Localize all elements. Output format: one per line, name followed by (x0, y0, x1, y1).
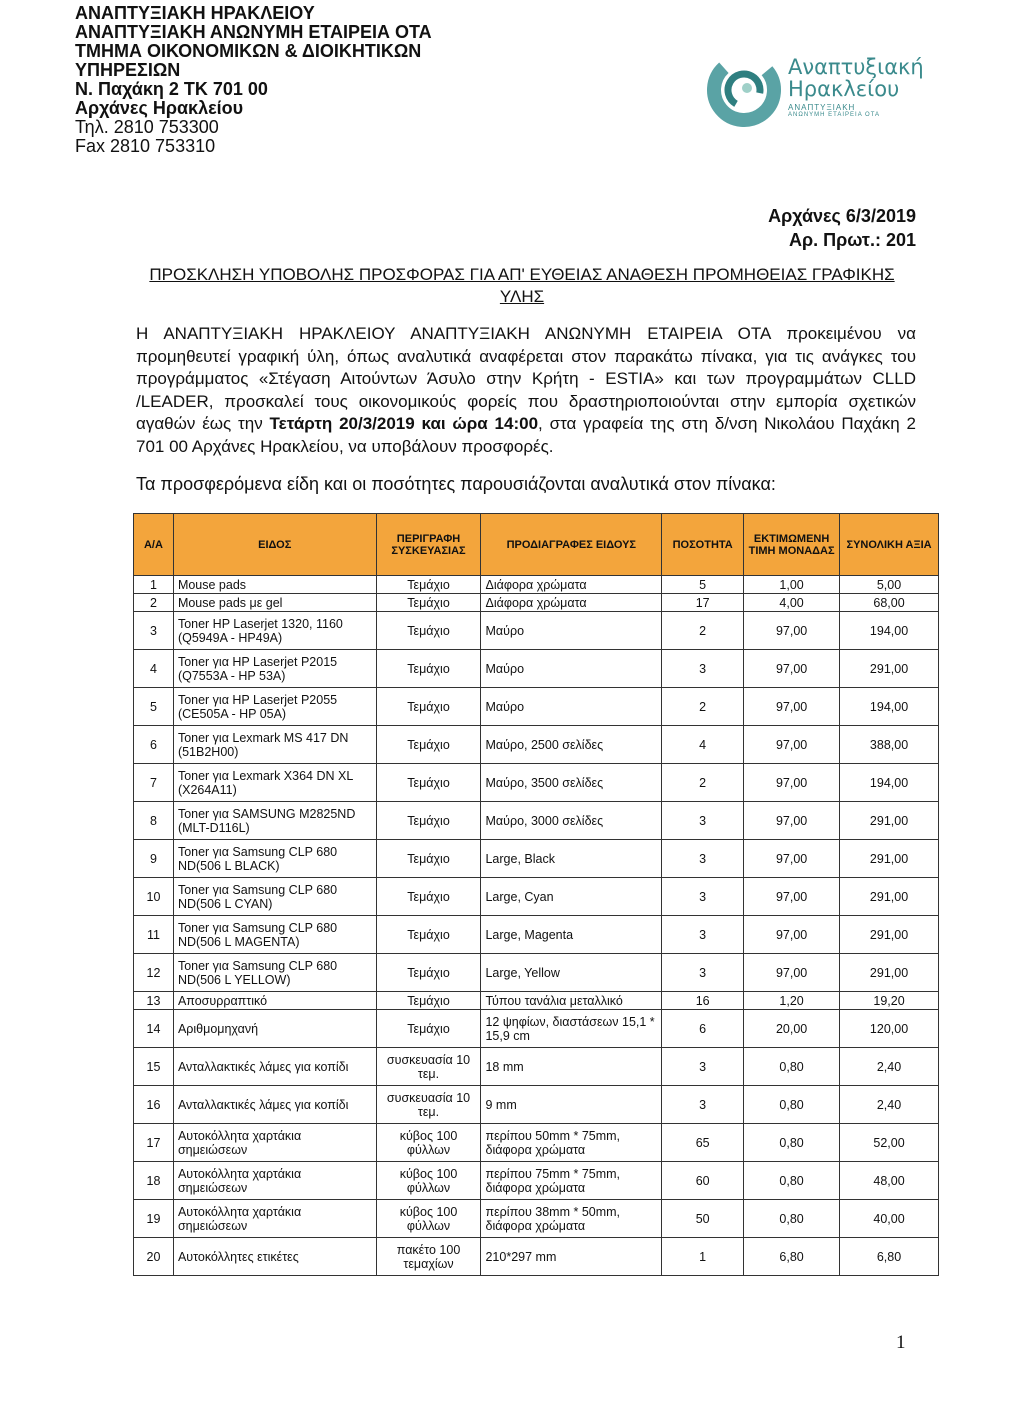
cell-specs: Large, Magenta (481, 916, 662, 954)
table-row (134, 916, 939, 954)
col-header: ΠΕΡΙΓΡΑΦΗ ΣΥΣΚΕΥΑΣΙΑΣ (376, 514, 481, 576)
cell-item: Toner για Lexmark MS 417 DN (51B2H00) (173, 726, 376, 764)
table-row (134, 954, 939, 992)
cell-item: Toner για SAMSUNG M2825ND (MLT-D116L) (173, 802, 376, 840)
cell-quantity: 3 (662, 802, 744, 840)
col-header: ΠΡΟΔΙΑΓΡΑΦΕΣ ΕΙΔΟΥΣ (481, 514, 662, 576)
cell-total: 291,00 (840, 916, 939, 954)
cell-quantity: 65 (662, 1124, 744, 1162)
cell-total: 388,00 (840, 726, 939, 764)
cell-index: 4 (134, 650, 174, 688)
cell-unit-price: 0,80 (744, 1048, 840, 1086)
cell-unit-price: 97,00 (744, 688, 840, 726)
cell-unit-price: 6,80 (744, 1238, 840, 1276)
table-row (134, 1010, 939, 1048)
date-block (768, 204, 916, 252)
cell-packaging: Τεμάχιο (376, 954, 481, 992)
cell-unit-price: 97,00 (744, 802, 840, 840)
cell-quantity: 17 (662, 594, 744, 612)
cell-packaging: κύβος 100 φύλλων (376, 1200, 481, 1238)
cell-item: Toner για HP Laserjet P2015 (Q7553A - HP 53A) (173, 650, 376, 688)
cell-unit-price: 97,00 (744, 650, 840, 688)
cell-quantity: 1 (662, 1238, 744, 1276)
header-line: ΥΠΗΡΕΣΙΩΝ (75, 60, 181, 80)
page-number: 1 (896, 1332, 906, 1353)
cell-specs: περίπου 38mm * 50mm, διάφορα χρώματα (481, 1200, 662, 1238)
cell-total: 6,80 (840, 1238, 939, 1276)
cell-index: 7 (134, 764, 174, 802)
cell-index: 12 (134, 954, 174, 992)
table-row (134, 840, 939, 878)
table-row (134, 1238, 939, 1276)
cell-item: Αυτοκόλλητες ετικέτες (173, 1238, 376, 1276)
cell-total: 48,00 (840, 1162, 939, 1200)
cell-specs: 210*297 mm (481, 1238, 662, 1276)
cell-packaging: Τεμάχιο (376, 992, 481, 1010)
sender-header (75, 4, 432, 156)
cell-unit-price: 97,00 (744, 612, 840, 650)
table-row (134, 764, 939, 802)
cell-packaging: Τεμάχιο (376, 916, 481, 954)
items-table (133, 513, 939, 1276)
cell-packaging: συσκευασία 10 τεμ. (376, 1048, 481, 1086)
table-row (134, 688, 939, 726)
table-row (134, 1048, 939, 1086)
cell-specs: Διάφορα χρώματα (481, 594, 662, 612)
cell-item: Αυτοκόλλητα χαρτάκια σημειώσεων (173, 1200, 376, 1238)
cell-item: Αυτοκόλλητα χαρτάκια σημειώσεων (173, 1162, 376, 1200)
header-line: ΑΝΑΠΤΥΞΙΑΚΗ ΑΝΩΝΥΜΗ ΕΤΑΙΡΕΙΑ ΟΤΑ (75, 22, 432, 42)
cell-item: Toner για Samsung CLP 680 ND(506 L CYAN) (173, 878, 376, 916)
cell-unit-price: 97,00 (744, 840, 840, 878)
cell-packaging: Τεμάχιο (376, 878, 481, 916)
cell-packaging: Τεμάχιο (376, 764, 481, 802)
cell-quantity: 2 (662, 612, 744, 650)
cell-specs: Μαύρο, 2500 σελίδες (481, 726, 662, 764)
header-line: Ν. Παχάκη 2 ΤΚ 701 00 (75, 79, 268, 99)
cell-packaging: Τεμάχιο (376, 576, 481, 594)
cell-unit-price: 0,80 (744, 1200, 840, 1238)
header-line: ΑΝΑΠΤΥΞΙΑΚΗ ΗΡΑΚΛΕΙΟΥ (75, 3, 315, 23)
table-row (134, 726, 939, 764)
cell-total: 291,00 (840, 840, 939, 878)
cell-specs: περίπου 75mm * 75mm, διάφορα χρώματα (481, 1162, 662, 1200)
cell-item: Toner για Lexmark X364 DN XL (X264A11) (173, 764, 376, 802)
cell-packaging: Τεμάχιο (376, 1010, 481, 1048)
cell-total: 19,20 (840, 992, 939, 1010)
cell-total: 52,00 (840, 1124, 939, 1162)
cell-item: Αριθμομηχανή (173, 1010, 376, 1048)
header-phone: Τηλ. 2810 753300 (75, 117, 219, 137)
body-text: , στα γραφεία της στη δ/νση Νικολάου Παχάκη 2 701 00 Αρχάνες Ηρακλείου, να υποβάλουν προσφορές. (136, 414, 916, 456)
cell-item: Toner για Samsung CLP 680 ND(506 L BLACK) (173, 840, 376, 878)
cell-specs: 18 mm (481, 1048, 662, 1086)
col-header: ΠΟΣΟΤΗΤΑ (662, 514, 744, 576)
cell-unit-price: 0,80 (744, 1086, 840, 1124)
document-title: ΠΡΟΣΚΛΗΣΗ ΥΠΟΒΟΛΗΣ ΠΡΟΣΦΟΡΑΣ ΓΙΑ ΑΠ' ΕΥΘΕΙΑΣ ΑΝΑΘΕΣΗ ΠΡΟΜΗΘΕΙΑΣ ΓΡΑΦΙΚΗΣ ΥΛΗΣ (149, 265, 895, 306)
cell-quantity: 2 (662, 688, 744, 726)
cell-unit-price: 1,20 (744, 992, 840, 1010)
cell-packaging: Τεμάχιο (376, 726, 481, 764)
cell-specs: Μαύρο, 3000 σελίδες (481, 802, 662, 840)
cell-index: 15 (134, 1048, 174, 1086)
document-date: Αρχάνες 6/3/2019 (768, 206, 916, 226)
cell-index: 13 (134, 992, 174, 1010)
header-line: Αρχάνες Ηρακλείου (75, 98, 244, 118)
cell-quantity: 16 (662, 992, 744, 1010)
cell-unit-price: 0,80 (744, 1124, 840, 1162)
cell-specs: Μαύρο (481, 612, 662, 650)
table-row (134, 1124, 939, 1162)
body-paragraph (136, 323, 916, 458)
cell-unit-price: 97,00 (744, 764, 840, 802)
col-header: Α/Α (134, 514, 174, 576)
cell-index: 8 (134, 802, 174, 840)
cell-total: 194,00 (840, 612, 939, 650)
col-header: ΣΥΝΟΛΙΚΗ ΑΞΙΑ (840, 514, 939, 576)
cell-quantity: 3 (662, 916, 744, 954)
cell-index: 1 (134, 576, 174, 594)
cell-unit-price: 20,00 (744, 1010, 840, 1048)
cell-item: Αποσυρραπτικό (173, 992, 376, 1010)
cell-quantity: 5 (662, 576, 744, 594)
col-header: ΕΙΔΟΣ (173, 514, 376, 576)
cell-total: 291,00 (840, 954, 939, 992)
cell-total: 194,00 (840, 764, 939, 802)
cell-specs: 12 ψηφίων, διαστάσεων 15,1 * 15,9 cm (481, 1010, 662, 1048)
cell-item: Ανταλλακτικές λάμες για κοπίδι (173, 1048, 376, 1086)
header-fax: Fax 2810 753310 (75, 136, 216, 156)
table-row (134, 650, 939, 688)
cell-packaging: Τεμάχιο (376, 688, 481, 726)
cell-quantity: 3 (662, 954, 744, 992)
cell-index: 5 (134, 688, 174, 726)
cell-quantity: 60 (662, 1162, 744, 1200)
cell-quantity: 2 (662, 764, 744, 802)
logo-line: Αναπτυξιακή (788, 55, 924, 79)
cell-specs: Διάφορα χρώματα (481, 576, 662, 594)
cell-specs: Μαύρο, 3500 σελίδες (481, 764, 662, 802)
cell-specs: Τύπου τανάλια μεταλλικό (481, 992, 662, 1010)
logo-text (788, 56, 924, 118)
cell-total: 291,00 (840, 878, 939, 916)
cell-specs: Large, Black (481, 840, 662, 878)
cell-unit-price: 97,00 (744, 954, 840, 992)
cell-total: 5,00 (840, 576, 939, 594)
table-intro: Τα προσφερόμενα είδη και οι ποσότητες παρουσιάζονται αναλυτικά στον πίνακα: (136, 474, 776, 494)
cell-packaging: Τεμάχιο (376, 840, 481, 878)
cell-total: 291,00 (840, 802, 939, 840)
cell-index: 2 (134, 594, 174, 612)
cell-item: Toner για Samsung CLP 680 ND(506 L YELLOW) (173, 954, 376, 992)
cell-index: 17 (134, 1124, 174, 1162)
cell-specs: Μαύρο (481, 650, 662, 688)
cell-quantity: 50 (662, 1200, 744, 1238)
cell-specs: Large, Cyan (481, 878, 662, 916)
table-row (134, 594, 939, 612)
cell-packaging: κύβος 100 φύλλων (376, 1124, 481, 1162)
cell-item: Toner για Samsung CLP 680 ND(506 L MAGENTA) (173, 916, 376, 954)
cell-specs: 9 mm (481, 1086, 662, 1124)
cell-index: 9 (134, 840, 174, 878)
deadline: Τετάρτη 20/3/2019 και ώρα 14:00 (269, 414, 539, 433)
cell-index: 18 (134, 1162, 174, 1200)
cell-unit-price: 1,00 (744, 576, 840, 594)
logo-line: Ηρακλείου (788, 77, 900, 101)
cell-specs: Large, Yellow (481, 954, 662, 992)
cell-index: 10 (134, 878, 174, 916)
cell-unit-price: 97,00 (744, 726, 840, 764)
cell-total: 40,00 (840, 1200, 939, 1238)
protocol-number: Αρ. Πρωτ.: 201 (788, 230, 916, 250)
cell-item: Ανταλλακτικές λάμες για κοπίδι (173, 1086, 376, 1124)
cell-unit-price: 4,00 (744, 594, 840, 612)
cell-item: Toner για HP Laserjet P2055 (CE505A - HP 05A) (173, 688, 376, 726)
cell-total: 120,00 (840, 1010, 939, 1048)
body-text: Η ΑΝΑΠΤΥΞΙΑΚΗ ΗΡΑΚΛΕΙΟΥ ΑΝΑΠΤΥΞΙΑΚΗ ΑΝΩΝΥΜΗ ΕΤΑΙΡΕΙΑ ΟΤΑ προκειμένου να προμηθευτεί γραφική ύλη, όπως αναλυτικά αναφέρεται στον παρακάτω πίνακα, για τις ανάγκες του προγράμματος «Στέγαση Αιτούντων Άσυλο στην Κρήτη - ESTIA» και των προγραμμάτων CLLD /LEADER, προσκαλεί τους οικονομικούς φορείς που δραστηριοποιούνται στην εμπορία σχετικών αγαθών έως την (136, 324, 916, 433)
cell-item: Mouse pads με gel (173, 594, 376, 612)
cell-total: 2,40 (840, 1086, 939, 1124)
cell-index: 14 (134, 1010, 174, 1048)
cell-item: Αυτοκόλλητα χαρτάκια σημειώσεων (173, 1124, 376, 1162)
logo-line: ΑΝΑΠΤΥΞΙΑΚΗ (788, 103, 856, 112)
cell-total: 2,40 (840, 1048, 939, 1086)
cell-index: 20 (134, 1238, 174, 1276)
header-line: ΤΜΗΜΑ ΟΙΚΟΝΟΜΙΚΩΝ & ΔΙΟΙΚΗΤΙΚΩΝ (75, 41, 422, 61)
cell-index: 6 (134, 726, 174, 764)
cell-specs: Μαύρο (481, 688, 662, 726)
cell-quantity: 3 (662, 878, 744, 916)
table-row (134, 1086, 939, 1124)
table-row (134, 878, 939, 916)
cell-packaging: συσκευασία 10 τεμ. (376, 1086, 481, 1124)
cell-index: 11 (134, 916, 174, 954)
cell-total: 68,00 (840, 594, 939, 612)
cell-item: Mouse pads (173, 576, 376, 594)
cell-packaging: κύβος 100 φύλλων (376, 1162, 481, 1200)
cell-item: Toner HP Laserjet 1320, 1160 (Q5949A - HP49A) (173, 612, 376, 650)
cell-unit-price: 97,00 (744, 878, 840, 916)
cell-index: 19 (134, 1200, 174, 1238)
cell-quantity: 4 (662, 726, 744, 764)
col-header: ΕΚΤΙΜΩΜΕΝΗ ΤΙΜΗ ΜΟΝΑΔΑΣ (744, 514, 840, 576)
cell-packaging: Τεμάχιο (376, 650, 481, 688)
cell-quantity: 3 (662, 1086, 744, 1124)
cell-unit-price: 0,80 (744, 1162, 840, 1200)
cell-quantity: 6 (662, 1010, 744, 1048)
cell-quantity: 3 (662, 840, 744, 878)
table-row (134, 576, 939, 594)
cell-total: 291,00 (840, 650, 939, 688)
cell-quantity: 3 (662, 1048, 744, 1086)
cell-index: 3 (134, 612, 174, 650)
cell-packaging: Τεμάχιο (376, 612, 481, 650)
table-row (134, 802, 939, 840)
logo-line: ΑΝΩΝΥΜΗ ΕΤΑΙΡΕΙΑ ΟΤΑ (788, 112, 880, 118)
cell-unit-price: 97,00 (744, 916, 840, 954)
table-body (134, 576, 939, 1276)
table-row (134, 1162, 939, 1200)
cell-specs: περίπου 50mm * 75mm, διάφορα χρώματα (481, 1124, 662, 1162)
cell-packaging: Τεμάχιο (376, 802, 481, 840)
cell-packaging: πακέτο 100 τεμαχίων (376, 1238, 481, 1276)
cell-quantity: 3 (662, 650, 744, 688)
table-row (134, 612, 939, 650)
table-row (134, 1200, 939, 1238)
cell-total: 194,00 (840, 688, 939, 726)
cell-index: 16 (134, 1086, 174, 1124)
table-row (134, 992, 939, 1010)
cell-packaging: Τεμάχιο (376, 594, 481, 612)
